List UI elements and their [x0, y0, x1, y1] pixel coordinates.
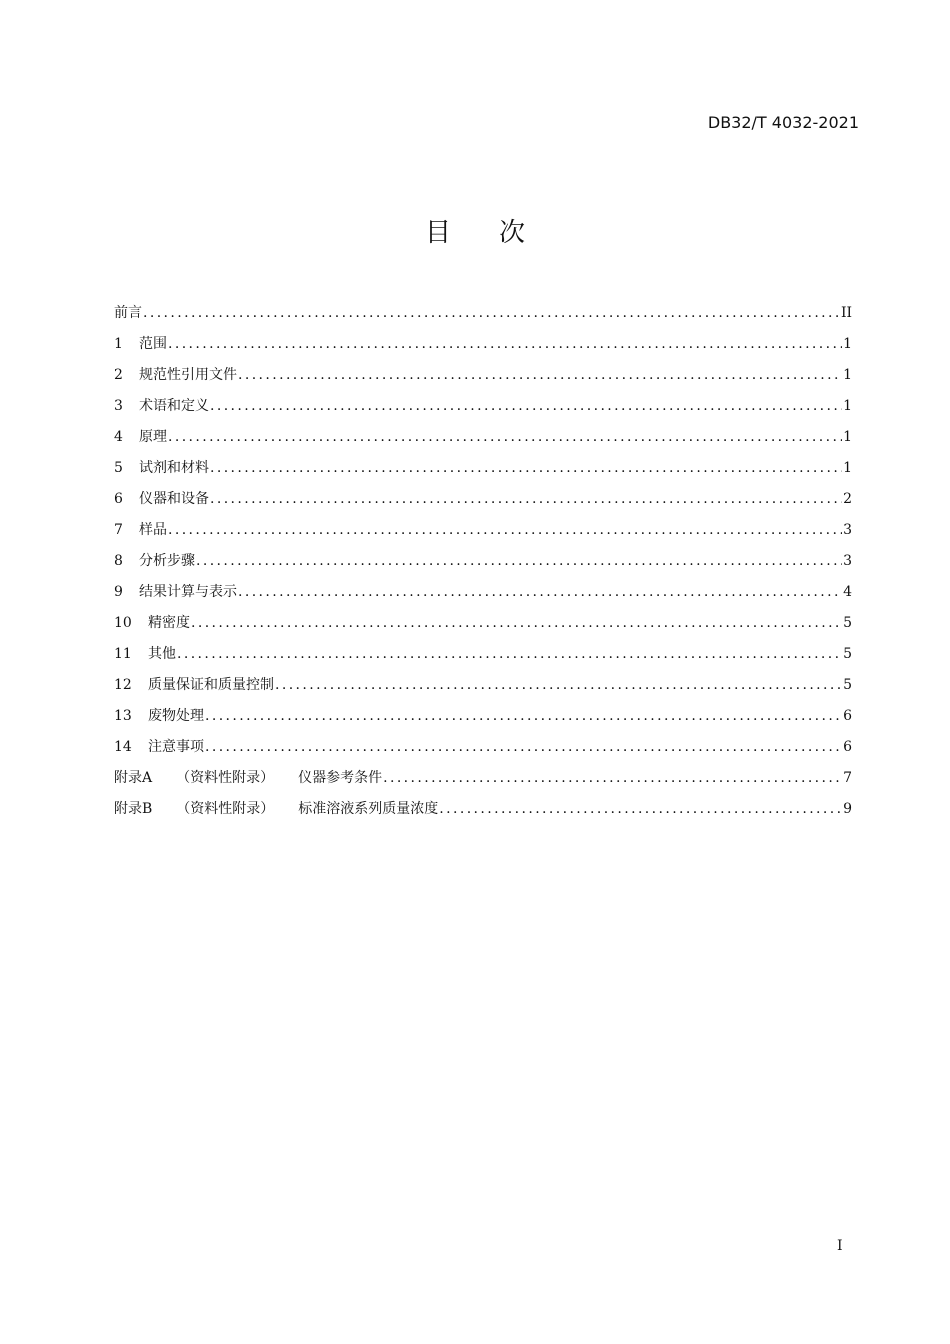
- toc-entry[interactable]: [114, 395, 852, 426]
- appendix-type: （资料性附录）: [176, 770, 275, 786]
- toc-entry-number: 5: [114, 460, 123, 476]
- appendix-title: 仪器参考条件: [298, 770, 383, 786]
- toc-entry-label: 结果计算与表示: [139, 584, 237, 600]
- toc-entry[interactable]: [114, 643, 852, 674]
- dot-leader: [205, 708, 842, 724]
- toc-entry[interactable]: [114, 457, 852, 488]
- document-id: DB32/T 4032-2021: [707, 113, 859, 132]
- toc-entry-label: 规范性引用文件: [139, 367, 237, 383]
- dot-leader: [238, 367, 842, 383]
- appendix-label: 附录B: [114, 801, 153, 817]
- toc-entry-page: 6: [843, 739, 852, 755]
- toc-entry[interactable]: [114, 581, 852, 612]
- toc-entry[interactable]: [114, 705, 852, 736]
- dot-leader: [238, 584, 842, 600]
- toc-entry[interactable]: [114, 488, 852, 519]
- toc-entry-label: 质量保证和质量控制: [148, 677, 274, 693]
- toc-entry-number: 8: [114, 553, 123, 569]
- appendix-title: 标准溶液系列质量浓度: [298, 801, 439, 817]
- toc-entry-label: 精密度: [148, 615, 190, 631]
- dot-leader: [143, 305, 840, 321]
- toc-entry-page: 5: [843, 677, 852, 693]
- toc-entry-label: 原理: [139, 429, 167, 445]
- page-title: [0, 212, 950, 249]
- toc-entry-number: 9: [114, 584, 123, 600]
- toc-entry-number: 7: [114, 522, 123, 538]
- toc-entry-number: 3: [114, 398, 123, 414]
- toc-entry-number: 13: [114, 708, 132, 724]
- appendix-page: 7: [843, 770, 852, 786]
- table-of-contents: [114, 302, 852, 829]
- page-number: I: [837, 1238, 843, 1254]
- dot-leader: [275, 677, 842, 693]
- dot-leader: [210, 398, 842, 414]
- toc-entry-number: 10: [114, 615, 132, 631]
- toc-entry-page: 6: [843, 708, 852, 724]
- toc-entry-label: 试剂和材料: [139, 460, 209, 476]
- toc-entry-number: 6: [114, 491, 123, 507]
- toc-entry-page: 5: [843, 615, 852, 631]
- toc-entry-number: 2: [114, 367, 123, 383]
- dot-leader: [205, 739, 842, 755]
- appendix-page: 9: [843, 801, 852, 817]
- dot-leader: [168, 429, 842, 445]
- dot-leader: [210, 460, 842, 476]
- toc-entry-number: 11: [114, 646, 132, 662]
- toc-entry[interactable]: [114, 333, 852, 364]
- dot-leader: [439, 801, 842, 817]
- toc-entry-label: 样品: [139, 522, 167, 538]
- toc-entry-page: 5: [843, 646, 852, 662]
- toc-entry-page: 1: [843, 460, 852, 476]
- dot-leader: [177, 646, 842, 662]
- toc-entry[interactable]: [114, 302, 852, 333]
- title-char: 次: [499, 218, 526, 248]
- dot-leader: [168, 522, 842, 538]
- toc-entry-page: 1: [843, 398, 852, 414]
- toc-entry-page: 1: [843, 336, 852, 352]
- toc-entry-page: 3: [843, 522, 852, 538]
- dot-leader: [383, 770, 842, 786]
- toc-entry-label: 术语和定义: [139, 398, 209, 414]
- dot-leader: [196, 553, 842, 569]
- toc-entry[interactable]: [114, 519, 852, 550]
- title-char: 目: [424, 218, 451, 248]
- toc-entry[interactable]: [114, 550, 852, 581]
- toc-entry[interactable]: [114, 426, 852, 457]
- toc-entry-label: 范围: [139, 336, 167, 352]
- toc-entry[interactable]: [114, 736, 852, 767]
- toc-entry-page: 3: [843, 553, 852, 569]
- toc-entry-label: 仪器和设备: [139, 491, 209, 507]
- dot-leader: [168, 336, 842, 352]
- toc-entry-label: 前言: [114, 305, 142, 321]
- toc-entry-page: 2: [843, 491, 852, 507]
- toc-entry-page: 1: [843, 429, 852, 445]
- toc-entry-number: 14: [114, 739, 132, 755]
- toc-entry-number: 1: [114, 336, 123, 352]
- toc-entry-label: 分析步骤: [139, 553, 195, 569]
- toc-entry-page: 4: [843, 584, 852, 600]
- toc-entry-number: 4: [114, 429, 123, 445]
- appendix-label: 附录A: [114, 770, 153, 786]
- toc-entry[interactable]: [114, 364, 852, 395]
- toc-entry-label: 注意事项: [148, 739, 204, 755]
- dot-leader: [191, 615, 842, 631]
- toc-entry[interactable]: [114, 674, 852, 705]
- toc-entry[interactable]: [114, 612, 852, 643]
- toc-entry-label: 废物处理: [148, 708, 204, 724]
- toc-entry-label: 其他: [148, 646, 176, 662]
- toc-entry-page: 1: [843, 367, 852, 383]
- toc-appendix-entry[interactable]: [114, 798, 852, 829]
- appendix-type: （资料性附录）: [176, 801, 275, 817]
- toc-entry-number: 12: [114, 677, 132, 693]
- toc-entry-page: II: [840, 305, 852, 321]
- dot-leader: [210, 491, 842, 507]
- toc-appendix-entry[interactable]: [114, 767, 852, 798]
